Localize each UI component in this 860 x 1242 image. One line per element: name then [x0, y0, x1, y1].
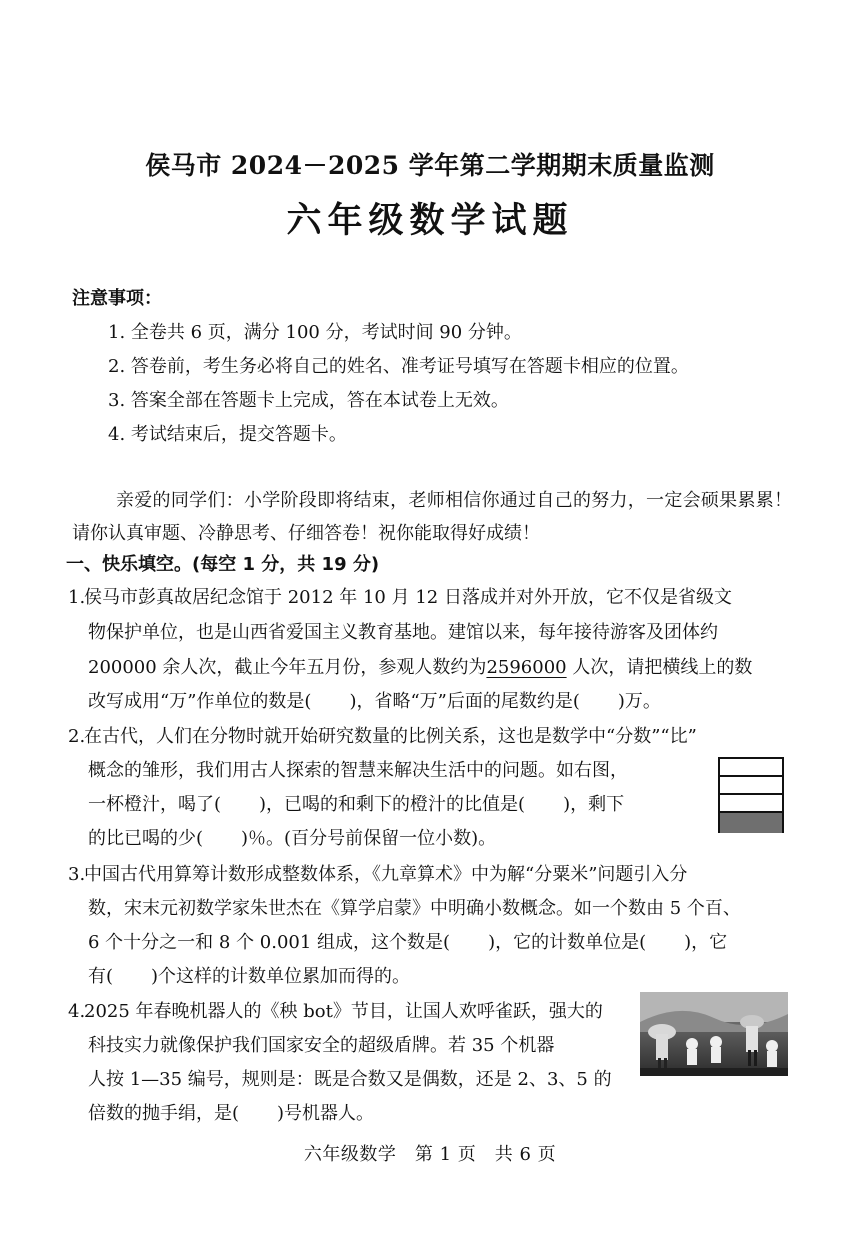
notice-item-2: 2. 答卷前，考生务必将自己的姓名、准考证号填写在答题卡相应的位置。 [108, 356, 689, 377]
notice-item-1: 1. 全卷共 6 页，满分 100 分，考试时间 90 分钟。 [108, 322, 522, 343]
robot-performance-photo [640, 992, 788, 1076]
question-number: 2. [68, 726, 86, 747]
question-1-line-3: 200000 余人次，截止今年五月份，参观人数约为2596000 人次，请把横线上的数 [88, 657, 753, 678]
question-number: 3. [68, 864, 86, 885]
cup-section-filled [720, 813, 782, 833]
question-2-line-4: 的比已喝的少( )％。(百分号前保留一位小数)。 [88, 828, 497, 849]
question-2-line-1: 2.在古代，人们在分物时就开始研究数量的比例关系，这也是数学中“分数”“比” [68, 724, 697, 750]
question-4-line-3: 人按 1—35 编号，规则是：既是合数又是偶数，还是 2、3、5 的 [88, 1069, 612, 1090]
page-footer: 六年级数学 第 1 页 共 6 页 [303, 1144, 557, 1165]
intro-paragraph: 亲爱的同学们：小学阶段即将结束，老师相信你通过自己的努力，一定会硕果累累！请你认真审题、冷静思考、仔细答卷！祝你能取得好成绩！ [72, 490, 792, 544]
cup-section-empty [720, 777, 782, 795]
cup-section-empty [720, 795, 782, 813]
question-4-line-2: 科技实力就像保护我们国家安全的超级盾牌。若 35 个机器 [88, 1035, 555, 1056]
section-heading: 一、快乐填空。(每空 1 分，共 19 分) [66, 554, 380, 575]
exam-subtitle: 六年级数学试题 [286, 200, 574, 241]
question-2-line-2: 概念的雏形，我们用古人探索的智慧来解决生活中的问题。如右图， [88, 760, 628, 781]
exam-title: 侯马市 2024－2025 学年第二学期期末质量监测 [145, 151, 715, 180]
question-4-line-1: 4.2025 年春晚机器人的《秧 bot》节目，让国人欢呼雀跃，强大的 [68, 999, 603, 1025]
question-3-line-3: 6 个十分之一和 8 个 0.001 组成，这个数是( )，它的计数单位是( )，它 [88, 932, 728, 953]
question-1-line-1: 1.侯马市彭真故居纪念馆于 2012 年 10 月 12 日落成并对外开放，它不仅是省级文 [68, 585, 732, 611]
question-2-line-3: 一杯橙汁，喝了( )，已喝的和剩下的橙汁的比值是( )，剩下 [88, 794, 625, 815]
notice-item-4: 4. 考试结束后，提交答题卡。 [108, 424, 347, 445]
question-number: 4. [68, 1001, 86, 1022]
question-1-line-2: 物保护单位，也是山西省爱国主义教育基地。建馆以来，每年接待游客及团体约 [88, 622, 718, 643]
question-3-line-1: 3.中国古代用算筹计数形成整数体系，《九章算术》中为解“分粟米”问题引入分 [68, 862, 687, 888]
question-4-line-4: 倍数的抛手绢，是( )号机器人。 [88, 1103, 375, 1124]
robot-dancers-illustration [640, 992, 788, 1076]
question-1-line-4: 改写成用“万”作单位的数是( )，省略“万”后面的尾数约是( )万。 [88, 691, 661, 712]
notice-heading: 注意事项： [72, 288, 162, 309]
question-3-line-4: 有( )个这样的计数单位累加而得的。 [88, 966, 411, 987]
cup-section-empty [720, 759, 782, 777]
underlined-number: 2596000 [486, 657, 567, 678]
orange-juice-cup-figure [718, 757, 784, 833]
question-3-line-2: 数，宋末元初数学家朱世杰在《算学启蒙》中明确小数概念。如一个数由 5 个百、 [88, 898, 741, 919]
notice-item-3: 3. 答案全部在答题卡上完成，答在本试卷上无效。 [108, 390, 509, 411]
question-number: 1. [68, 587, 86, 608]
